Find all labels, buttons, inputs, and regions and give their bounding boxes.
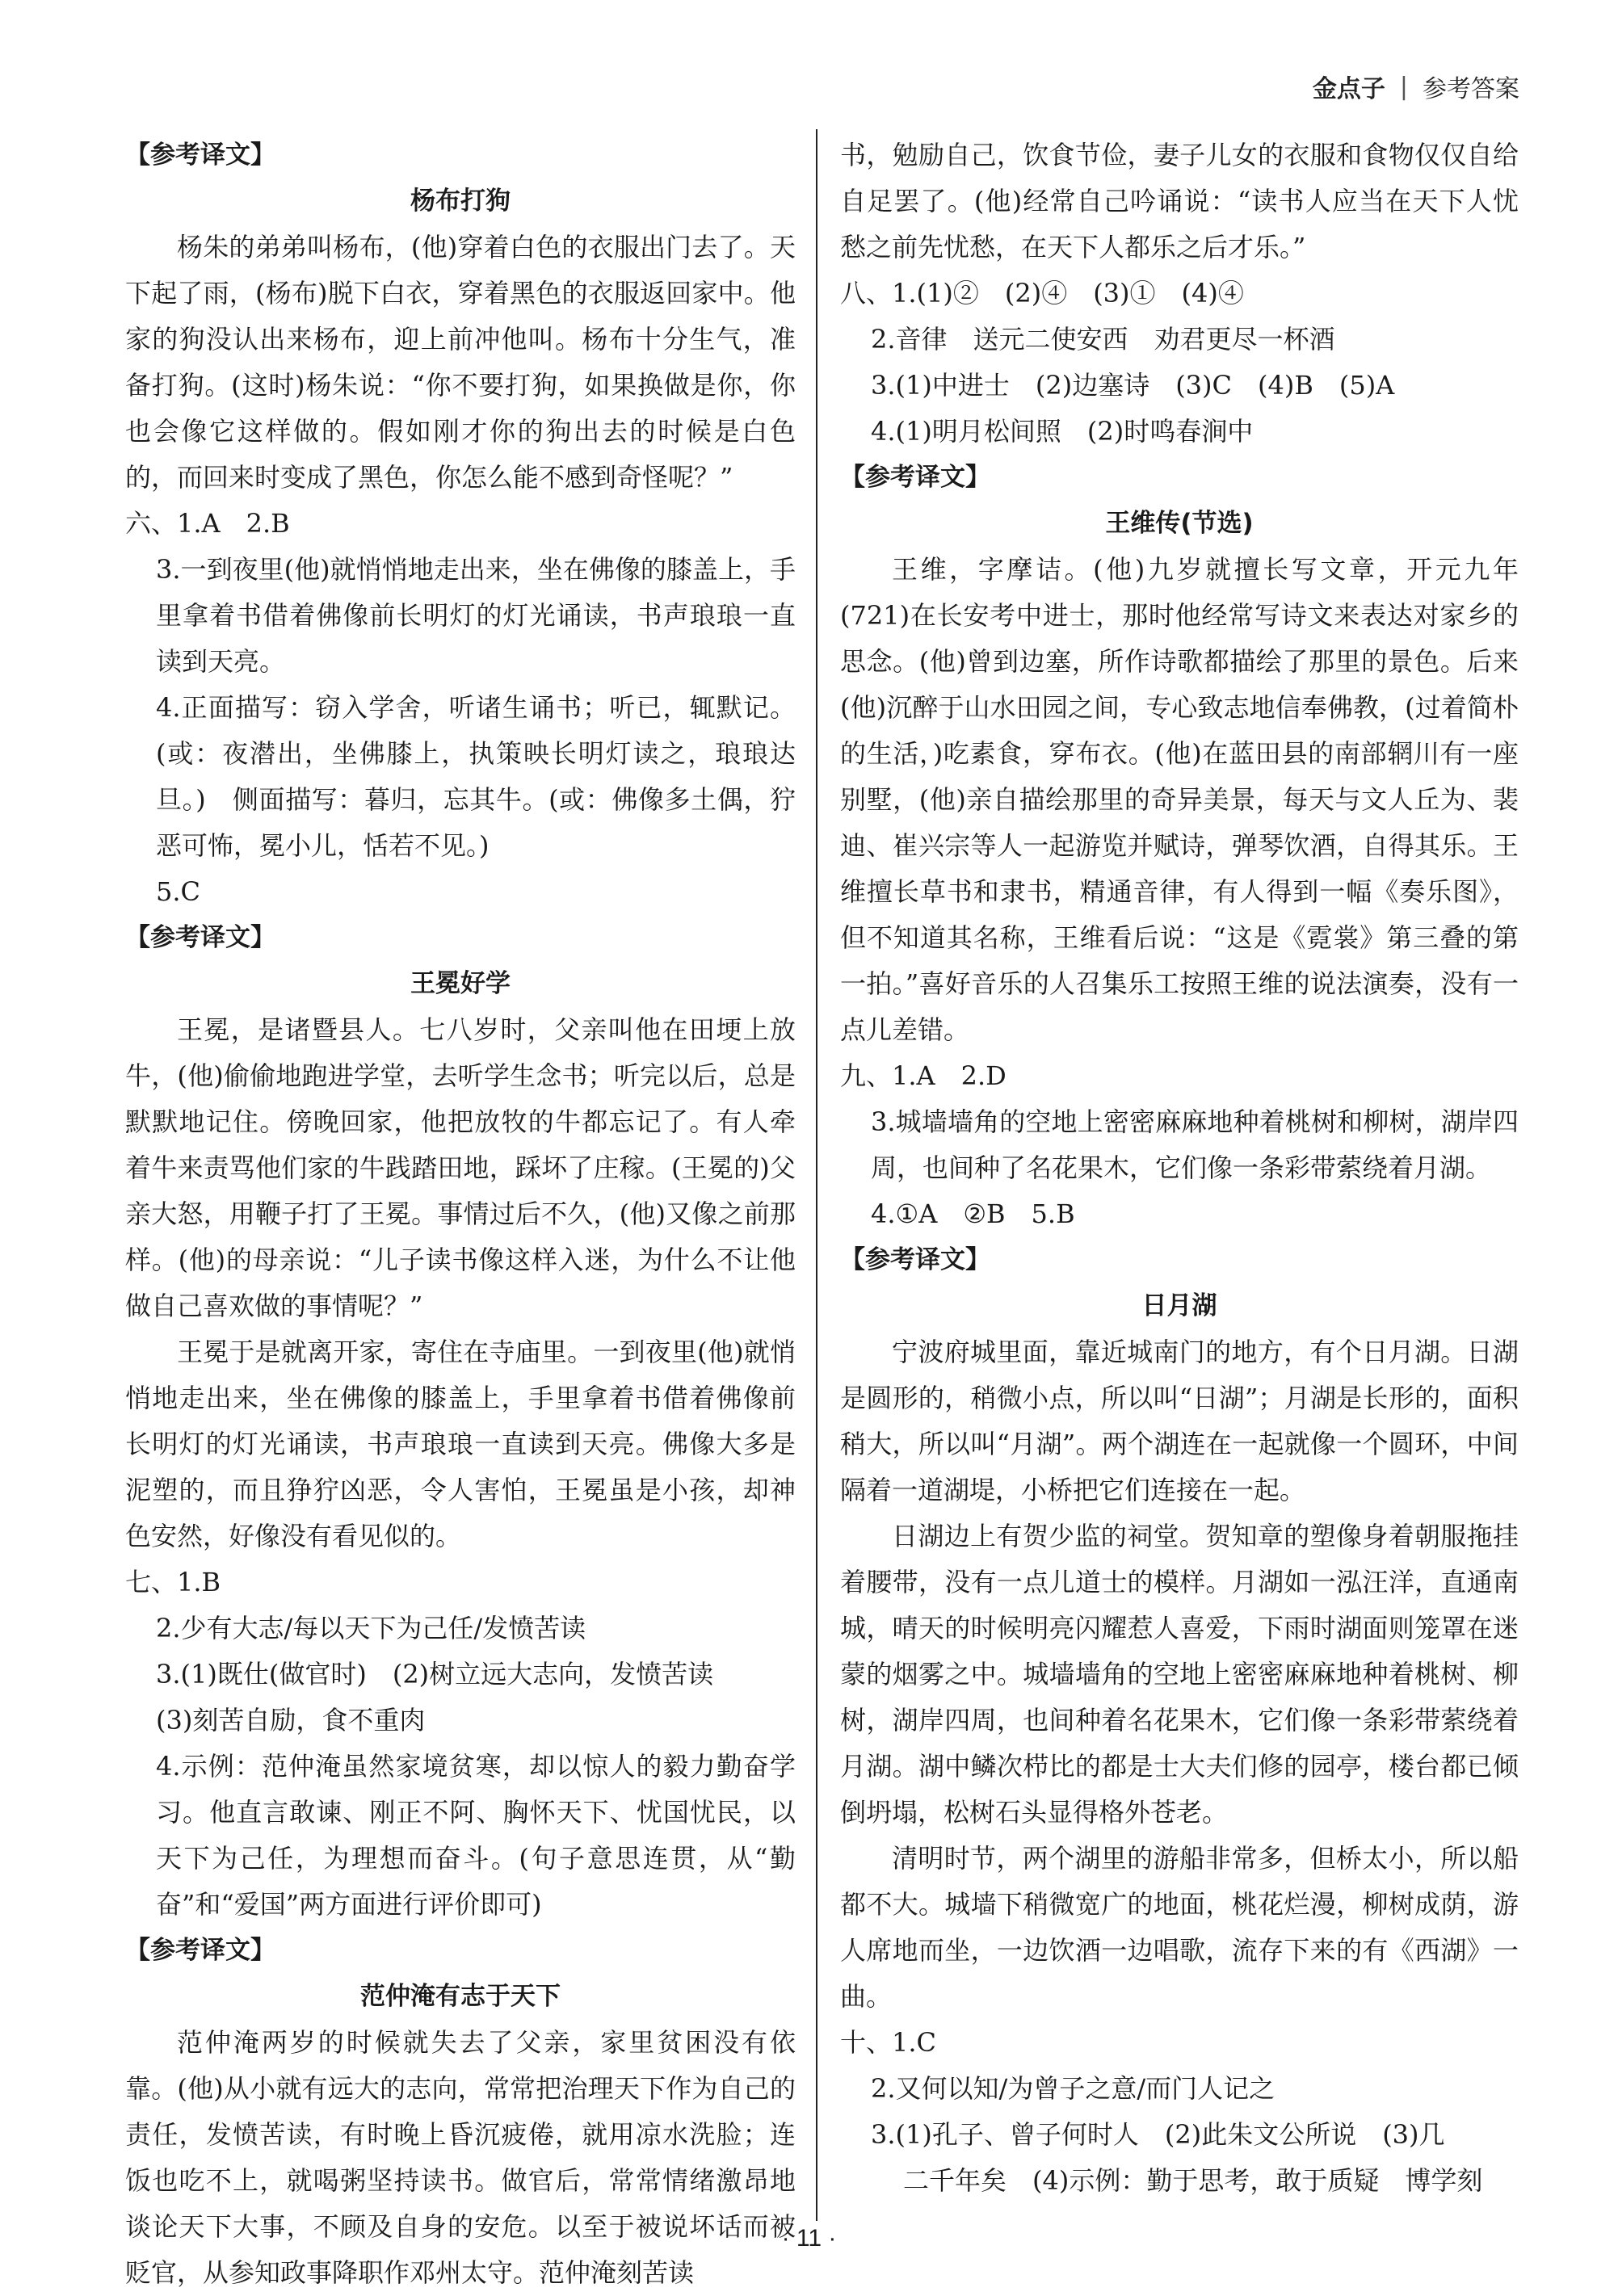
story-paragraph: 王维，字摩诘。(他)九岁就擅长写文章，开元九年(721)在长安考中进士，那时他经常写诗文来表达对家乡的思念。(他)曾到边塞，所作诗歌都描绘了那里的景色。后来(他)沉醉于山水田园之间，专心致志地信奉佛教，(过着简朴的生活，)吃素食，穿布衣。(他)在蓝田县的南部辋川有一座别墅，(他)亲自描绘那里的奇异美景，每天与文人丘为、裴迪、崔兴宗等人一起游览并赋诗，弹琴饮酒，自得其乐。王维擅长草书和隶书，精通音律，有人得到一幅《奏乐图》，但不知道其名称，王维看后说：“这是《霓裳》第三叠的第一拍。”喜好音乐的人召集乐工按照王维的说法演奏，没有一点儿差错。 bbox=[840, 554, 1519, 1045]
left-column bbox=[125, 132, 796, 2296]
answer-line: 5.C bbox=[156, 876, 201, 907]
story-paragraph: 杨朱的弟弟叫杨布，(他)穿着白色的衣服出门去了。天下起了雨，(杨布)脱下白衣，穿着黑色的衣服返回家中。他家的狗没认出来杨布，迎上前冲他叫。杨布十分生气，准备打狗。(这时)杨朱说：“你不要打狗，如果换做是你，你也会像它这样做的。假如刚才你的狗出去的时候是白色的，而回来时变成了黑色，你怎么能不感到奇怪呢？” bbox=[125, 232, 796, 493]
section-label: 【参考译文】 bbox=[125, 923, 275, 952]
right-column bbox=[840, 132, 1519, 2204]
section-label: 【参考译文】 bbox=[125, 141, 275, 170]
answer-line: 3.(1)孔子、曾子何时人 (2)此朱文公所说 (3)几 bbox=[871, 2119, 1445, 2150]
story-paragraph: 宁波府城里面，靠近城南门的地方，有个日月湖。日湖是圆形的，稍微小点，所以叫“日湖”；月湖是长形的，面积稍大，所以叫“月湖”。两个湖连在一起就像一个圆环，中间隔着一道湖堤，小桥把它们连接在一起。 bbox=[840, 1337, 1519, 1505]
header-separator: | bbox=[1399, 72, 1408, 101]
answer-line: 七、1.B bbox=[125, 1567, 221, 1597]
answer-line: 4.正面描写：窃入学舍，听诸生诵书；听已，辄默记。(或：夜潜出，坐佛膝上，执策映长明灯读之，琅琅达旦。) 侧面描写：暮归，忘其牛。(或：佛像多土偶，狞恶可怖，冕小儿，恬若不见。) bbox=[156, 692, 796, 861]
section-title: 参考答案 bbox=[1423, 75, 1519, 103]
answer-line: 十、1.C bbox=[840, 2027, 937, 2058]
answer-line: 4.示例：范仲淹虽然家境贫寒，却以惊人的毅力勤奋学习。他直言敢谏、刚正不阿、胸怀天下、忧国忧民，以天下为己任，为理想而奋斗。(句子意思连贯，从“勤奋”和“爱国”两方面进行评价即可) bbox=[156, 1751, 796, 1920]
story-paragraph: 王冕，是诸暨县人。七八岁时，父亲叫他在田埂上放牛，(他)偷偷地跑进学堂，去听学生念书；听完以后，总是默默地记住。傍晚回家，他把放牧的牛都忘记了。有人牵着牛来责骂他们家的牛践踏田地，踩坏了庄稼。(王冕的)父亲大怒，用鞭子打了王冕。事情过后不久，(他)又像之前那样。(他)的母亲说：“儿子读书像这样入迷，为什么不让他做自己喜欢做的事情呢？” bbox=[125, 1014, 796, 1321]
answer-line: 二千年矣 (4)示例：勤于思考，敢于质疑 博学刻 bbox=[903, 2165, 1483, 2196]
story-paragraph: 范仲淹两岁的时候就失去了父亲，家里贫困没有依靠。(他)从小就有远大的志向，常常把治理天下作为自己的责任，发愤苦读，有时晚上昏沉疲倦，就用凉水洗脸；连饭也吃不上，就喝粥坚持读书。做官后，常常情绪激昂地谈论天下大事，不顾及自身的安危。以至于被说坏话而被贬官，从参知政事降职作邓州太守。范仲淹刻苦读 bbox=[125, 2027, 796, 2288]
answer-line: 2.少有大志/每以天下为己任/发愤苦读 bbox=[156, 1613, 586, 1643]
answer-line: 4.①A ②B 5.B bbox=[871, 1198, 1075, 1229]
page-number: · 11 · bbox=[781, 2225, 837, 2252]
answer-line: 3.一到夜里(他)就悄悄地走出来，坐在佛像的膝盖上，手里拿着书借着佛像前长明灯的灯光诵读，书声琅琅一直读到天亮。 bbox=[156, 554, 796, 677]
section-label: 【参考译文】 bbox=[840, 1245, 990, 1274]
page-header bbox=[1313, 69, 1519, 104]
story-title: 王维传(节选) bbox=[1105, 509, 1254, 538]
section-label: 【参考译文】 bbox=[125, 1936, 275, 1965]
answer-line: 九、1.A 2.D bbox=[840, 1060, 1007, 1091]
answer-line: 3.(1)中进士 (2)边塞诗 (3)C (4)B (5)A bbox=[871, 370, 1395, 401]
brand-name: 金点子 bbox=[1312, 75, 1385, 103]
story-paragraph: 日湖边上有贺少监的祠堂。贺知章的塑像身着朝服拖挂着腰带，没有一点儿道士的模样。月湖如一泓汪洋，直通南城，晴天的时候明亮闪耀惹人喜爱，下雨时湖面则笼罩在迷蒙的烟雾之中。城墙墙角的空地上密密麻麻地种着桃树、柳树，湖岸四周，也间种着名花果木，它们像一条彩带萦绕着月湖。湖中鳞次栉比的都是士大夫们修的园亭，楼台都已倾倒坍塌，松树石头显得格外苍老。 bbox=[840, 1521, 1519, 1828]
story-title: 王冕好学 bbox=[410, 969, 511, 998]
story-title: 杨布打狗 bbox=[410, 187, 511, 216]
column-divider bbox=[816, 129, 817, 2221]
answer-line: 3.(1)既仕(做官时) (2)树立远大志向，发愤苦读 bbox=[156, 1659, 714, 1689]
answer-line: (3)刻苦自励，食不重肉 bbox=[156, 1705, 426, 1736]
section-label: 【参考译文】 bbox=[840, 463, 990, 492]
answer-line: 2.又何以知/为曾子之意/而门人记之 bbox=[871, 2073, 1275, 2104]
answer-line: 4.(1)明月松间照 (2)时鸣春涧中 bbox=[871, 416, 1254, 447]
answer-line: 2.音律 送元二使安西 劝君更尽一杯酒 bbox=[871, 324, 1335, 355]
story-paragraph: 清明时节，两个湖里的游船非常多，但桥太小，所以船都不大。城墙下稍微宽广的地面，桃花烂漫，柳树成荫，游人席地而坐，一边饮酒一边唱歌，流存下来的有《西湖》一曲。 bbox=[840, 1843, 1519, 2012]
story-paragraph: 王冕于是就离开家，寄住在寺庙里。一到夜里(他)就悄悄地走出来，坐在佛像的膝盖上，手里拿着书借着佛像前长明灯的灯光诵读，书声琅琅一直读到天亮。佛像大多是泥塑的，而且狰狞凶恶，令人害怕，王冕虽是小孩，却神色安然，好像没有看见似的。 bbox=[125, 1337, 796, 1551]
answer-line: 六、1.A 2.B bbox=[125, 508, 290, 539]
story-title: 日月湖 bbox=[1141, 1291, 1217, 1320]
answer-line: 八、1.(1)② (2)④ (3)① (4)④ bbox=[840, 278, 1244, 309]
story-paragraph: 书，勉励自己，饮食节俭，妻子儿女的衣服和食物仅仅自给自足罢了。(他)经常自己吟诵说：“读书人应当在天下人忧愁之前先忧愁，在天下人都乐之后才乐。” bbox=[840, 140, 1519, 262]
story-title: 范仲淹有志于天下 bbox=[360, 1982, 561, 2011]
answer-line: 3.城墙墙角的空地上密密麻麻地种着桃树和柳树，湖岸四周，也间种了名花果木，它们像一条彩带萦绕着月湖。 bbox=[871, 1106, 1519, 1183]
